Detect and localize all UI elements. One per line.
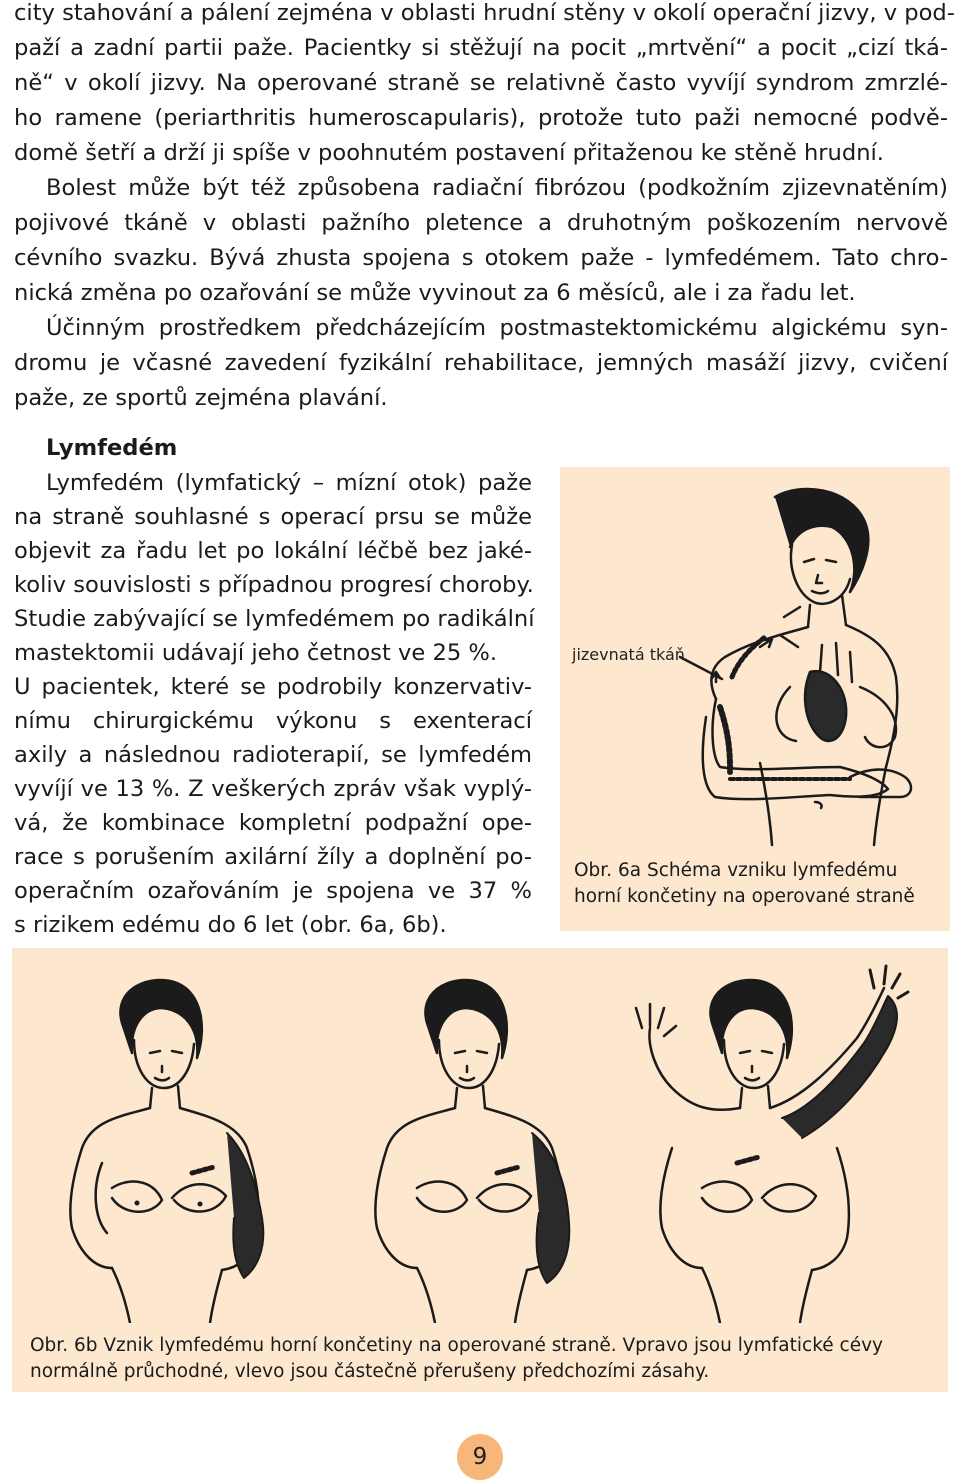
figure-6b bbox=[12, 948, 948, 1392]
text-line: ho ramene (periarthritis humeroscapularis), protože tuto paži nemocné podvě- bbox=[14, 105, 948, 131]
caption-line: Obr. 6b Vznik lymfedému horní končetiny na operované straně. Vpravo jsou lymfatické cévy bbox=[30, 1335, 883, 1356]
body-paragraph-lymfedem bbox=[14, 466, 535, 942]
body-paragraph-top bbox=[14, 0, 955, 416]
text-line: vá, že kombinace kompletní podpažní ope- bbox=[14, 810, 532, 836]
text-line: operačním ozařováním je spojena ve 37 % bbox=[14, 878, 532, 904]
text-line: Lymfedém (lymfatický – mízní otok) paže bbox=[46, 470, 532, 496]
figure-6b-woman-middle bbox=[375, 980, 569, 1323]
text-line: U pacientek, které se podrobily konzervativ- bbox=[14, 674, 532, 700]
text-line: ně“ v okolí jizvy. Na operované straně se relativně často vyvíjí syndrom zmrzlé- bbox=[14, 70, 948, 96]
text-line: koliv souvislosti s případnou progresí choroby. bbox=[14, 572, 534, 598]
text-line: city stahování a pálení zejména v oblasti hrudní stěny v okolí operační jizvy, v pod- bbox=[14, 0, 955, 26]
text-line: race s porušením axilární žíly a doplnění po- bbox=[14, 844, 532, 870]
text-line: Účinným prostředkem předcházejícím postmastektomickému algickému syn- bbox=[46, 315, 948, 341]
text-line: na straně souhlasné s operací prsu se může bbox=[14, 504, 532, 530]
text-line: Bolest může být též způsobena radiační fibrózou (podkožním zjizevnatěním) bbox=[46, 175, 948, 201]
text-line: objevit za řadu let po lokální léčbě bez jaké- bbox=[14, 538, 532, 564]
figure-6b-woman-left bbox=[70, 980, 263, 1323]
text-line: Studie zabývající se lymfedémem po radikální bbox=[14, 606, 535, 632]
caption-line: Obr. 6a Schéma vzniku lymfedému bbox=[574, 860, 898, 881]
text-line: paží a zadní partii paže. Pacientky si stěžují na pocit „mrtvění“ a pocit „cizí tká- bbox=[14, 35, 948, 61]
text-line: nická změna po ozařování se může vyvinout za 6 měsíců, ale i za řadu let. bbox=[14, 280, 856, 306]
text-line: nímu chirurgickému výkonu s exenterací bbox=[14, 708, 532, 734]
text-line: paže, ze sportů zejména plavání. bbox=[14, 385, 388, 411]
figure-6b-caption bbox=[30, 1333, 930, 1385]
caption-line: horní končetiny na operované straně bbox=[574, 886, 915, 907]
figure-6a bbox=[560, 467, 950, 931]
text-line: domě šetří a drží ji spíše v poohnutém postavení přitaženou ke stěně hrudní. bbox=[14, 140, 884, 166]
text-line: vyvíjí ve 13 %. Z veškerých zpráv však vyplý- bbox=[14, 776, 532, 802]
figure-6a-label: jizevnatá tkáň bbox=[572, 645, 685, 664]
page-number-badge: 9 bbox=[457, 1434, 503, 1480]
caption-line: normálně průchodné, vlevo jsou částečně přerušeny předchozími zásahy. bbox=[30, 1361, 710, 1382]
text-line: cévního svazku. Bývá zhusta spojena s otokem paže - lymfedémem. Tato chro- bbox=[14, 245, 948, 271]
section-heading: Lymfedém bbox=[46, 435, 178, 461]
text-line: axily a následnou radioterapií, se lymfedém bbox=[14, 742, 532, 768]
figure-6b-illustration bbox=[12, 948, 948, 1323]
text-line: mastektomii udávají jeho četnost ve 25 %. bbox=[14, 640, 498, 666]
figure-6a-caption bbox=[574, 858, 944, 910]
text-line: s rizikem edému do 6 let (obr. 6a, 6b). bbox=[14, 912, 447, 938]
text-line: dromu je včasné zavedení fyzikální rehabilitace, jemných masáží jizvy, cvičení bbox=[14, 350, 948, 376]
figure-6b-woman-right bbox=[636, 966, 908, 1323]
text-line: pojivové tkáně v oblasti pažního pletence a druhotným poškozením nervově bbox=[14, 210, 948, 236]
